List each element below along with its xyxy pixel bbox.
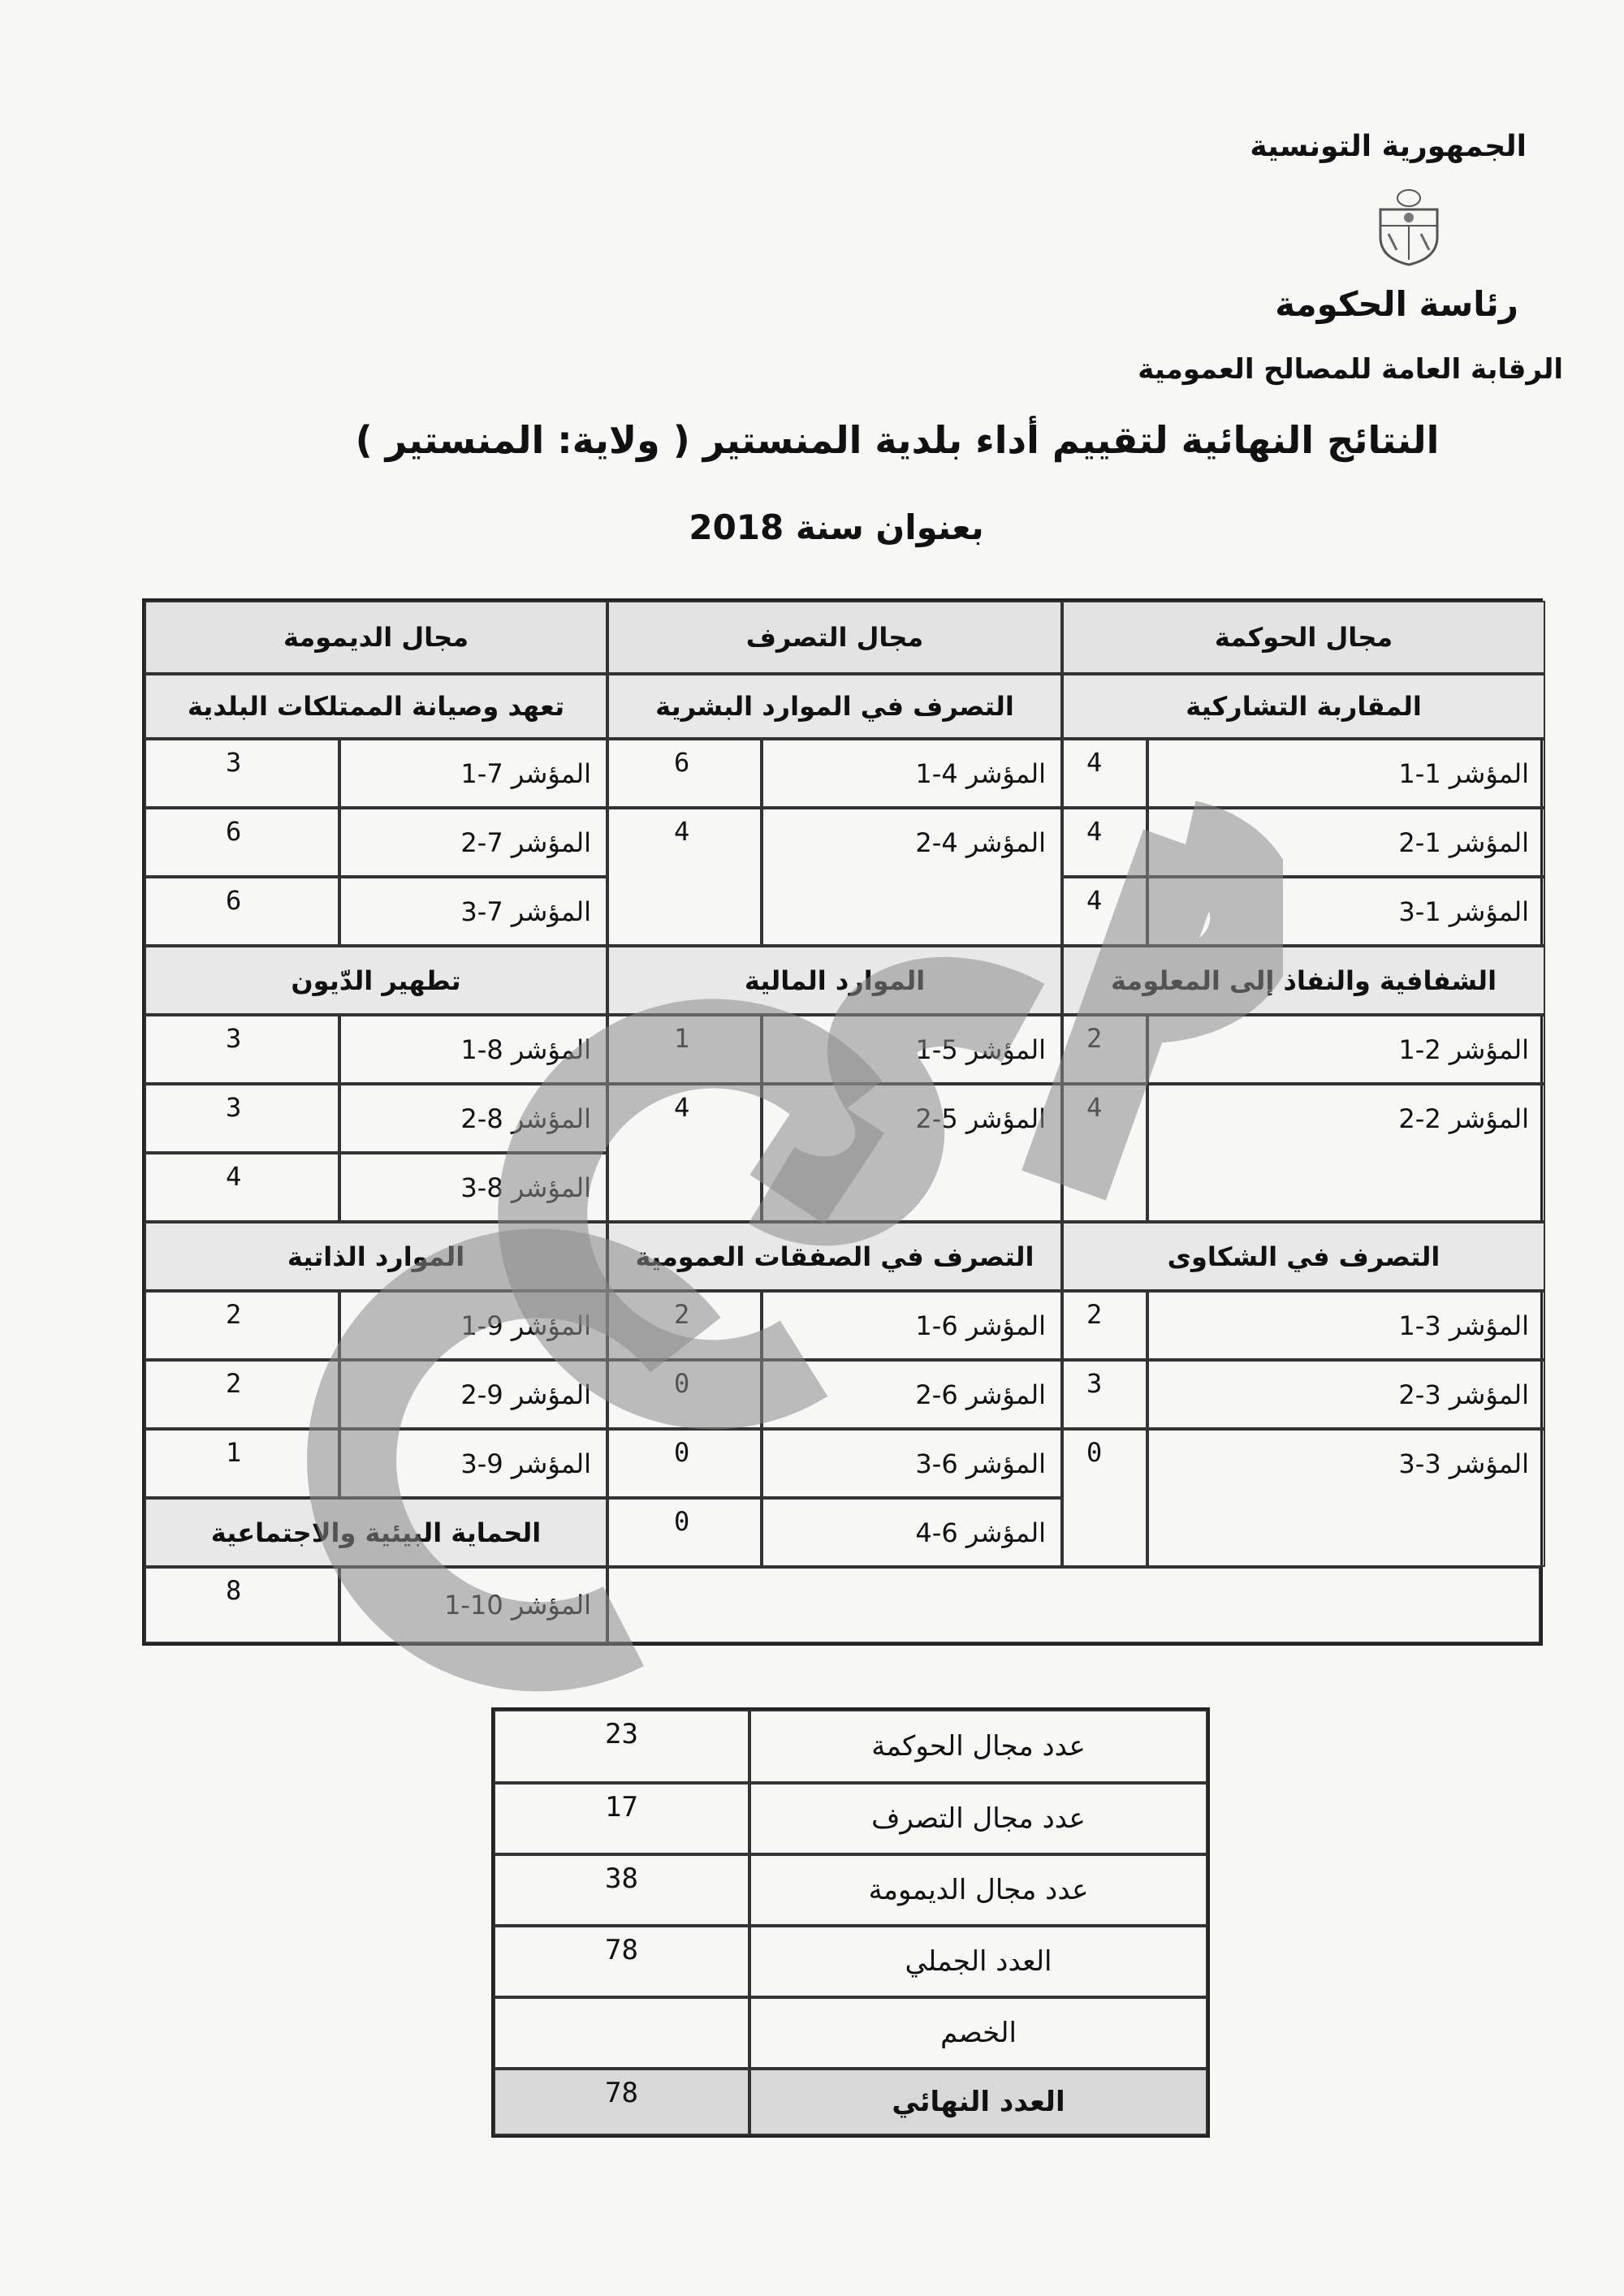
indicator-label: المؤشر 10-1 [339, 1567, 607, 1643]
totals-table [491, 1707, 1210, 2138]
indicator-label: المؤشر 1-3 [1147, 877, 1545, 946]
indicator-label: المؤشر 2-2 [1147, 1084, 1545, 1222]
total-label: الخصم [749, 1997, 1207, 2069]
republic-heading: الجمهورية التونسية [1250, 130, 1527, 163]
section-procurement: التصرف في الصفقات العمومية [607, 1222, 1062, 1291]
indicator-label: المؤشر 8-1 [339, 1015, 607, 1084]
indicator-score: 4 [145, 1153, 339, 1222]
total-value: 38 [494, 1854, 749, 1926]
indicator-label: المؤشر 6-1 [762, 1291, 1062, 1360]
total-label: عدد مجال الديمومة [749, 1854, 1207, 1926]
section-hr: التصرف في الموارد البشرية [607, 674, 1062, 739]
document-title: النتائج النهائية لتقييم أداء بلدية المنستير ( ولاية: المنستير ) [355, 418, 1440, 462]
total-label: عدد مجال التصرف [749, 1783, 1207, 1854]
indicator-score: 4 [1062, 1084, 1147, 1222]
indicator-score: 0 [1062, 1429, 1147, 1567]
indicator-label: المؤشر 6-4 [762, 1498, 1062, 1567]
section-complaints: التصرف في الشكاوى [1062, 1222, 1545, 1291]
section-environment: الحماية البيئية والاجتماعية [145, 1498, 607, 1567]
presidency-heading: رئاسة الحكومة [1275, 284, 1518, 324]
indicator-label: المؤشر 1-2 [1147, 808, 1545, 877]
indicator-label: المؤشر 8-3 [339, 1153, 607, 1222]
section-transparency: الشفافية والنفاذ إلى المعلومة [1062, 946, 1545, 1015]
indicator-label: المؤشر 7-2 [339, 808, 607, 877]
section-own-resources: الموارد الذاتية [145, 1222, 607, 1291]
indicator-label: المؤشر 2-1 [1147, 1015, 1545, 1084]
indicator-score: 4 [1062, 877, 1147, 946]
indicator-score: 6 [607, 739, 762, 808]
indicator-score: 1 [145, 1429, 339, 1498]
indicator-label: المؤشر 3-2 [1147, 1360, 1545, 1429]
indicator-score: 2 [1062, 1015, 1147, 1084]
indicator-score: 0 [607, 1429, 762, 1498]
total-value: 23 [494, 1710, 749, 1783]
indicator-label: المؤشر 4-1 [762, 739, 1062, 808]
domain-management-header: مجال التصرف [607, 601, 1062, 674]
indicator-score: 2 [145, 1360, 339, 1429]
final-total-value: 78 [494, 2069, 749, 2135]
indicator-score: 4 [607, 1084, 762, 1222]
indicator-score: 4 [1062, 739, 1147, 808]
indicator-score: 6 [145, 808, 339, 877]
section-finance: الموارد المالية [607, 946, 1062, 1015]
indicator-score: 2 [145, 1291, 339, 1360]
indicator-label: المؤشر 9-1 [339, 1291, 607, 1360]
indicator-score: 2 [607, 1291, 762, 1360]
total-label: العدد الجملي [749, 1926, 1207, 1997]
indicator-score: 0 [607, 1498, 762, 1567]
indicator-score: 4 [607, 808, 762, 946]
indicator-label: المؤشر 5-1 [762, 1015, 1062, 1084]
indicator-label: المؤشر 4-2 [762, 808, 1062, 946]
indicator-score: 1 [607, 1015, 762, 1084]
indicator-score: 3 [145, 739, 339, 808]
results-table [142, 598, 1543, 1646]
indicator-label: المؤشر 9-3 [339, 1429, 607, 1498]
indicator-score: 4 [1062, 808, 1147, 877]
domain-governance-header: مجال الحوكمة [1062, 601, 1545, 674]
indicator-score: 2 [1062, 1291, 1147, 1360]
indicator-label: المؤشر 1-1 [1147, 739, 1545, 808]
final-total-label: العدد النهائي [749, 2069, 1207, 2135]
indicator-score: 8 [145, 1567, 339, 1643]
indicator-score: 3 [145, 1084, 339, 1153]
indicator-score: 6 [145, 877, 339, 946]
indicator-score: 0 [607, 1360, 762, 1429]
indicator-label: المؤشر 3-3 [1147, 1429, 1545, 1567]
section-debts: تطهير الدّيون [145, 946, 607, 1015]
total-value [494, 1997, 749, 2069]
document-year: بعنوان سنة 2018 [689, 507, 984, 547]
indicator-label: المؤشر 7-1 [339, 739, 607, 808]
tunisia-emblem-icon [1372, 187, 1445, 268]
indicator-label: المؤشر 3-1 [1147, 1291, 1545, 1360]
indicator-label: المؤشر 6-3 [762, 1429, 1062, 1498]
indicator-score: 3 [145, 1015, 339, 1084]
indicator-label: المؤشر 5-2 [762, 1084, 1062, 1222]
total-value: 17 [494, 1783, 749, 1854]
indicator-label: المؤشر 7-3 [339, 877, 607, 946]
indicator-label: المؤشر 9-2 [339, 1360, 607, 1429]
total-label: عدد مجال الحوكمة [749, 1710, 1207, 1783]
indicator-label: المؤشر 6-2 [762, 1360, 1062, 1429]
domain-sustainability-header: مجال الديمومة [145, 601, 607, 674]
indicator-score: 3 [1062, 1360, 1147, 1429]
empty-cell [607, 1567, 1540, 1643]
section-assets: تعهد وصيانة الممتلكات البلدية [145, 674, 607, 739]
authority-heading: الرقابة العامة للمصالح العمومية [1138, 353, 1563, 386]
indicator-label: المؤشر 8-2 [339, 1084, 607, 1153]
total-value: 78 [494, 1926, 749, 1997]
section-participatory: المقاربة التشاركية [1062, 674, 1545, 739]
